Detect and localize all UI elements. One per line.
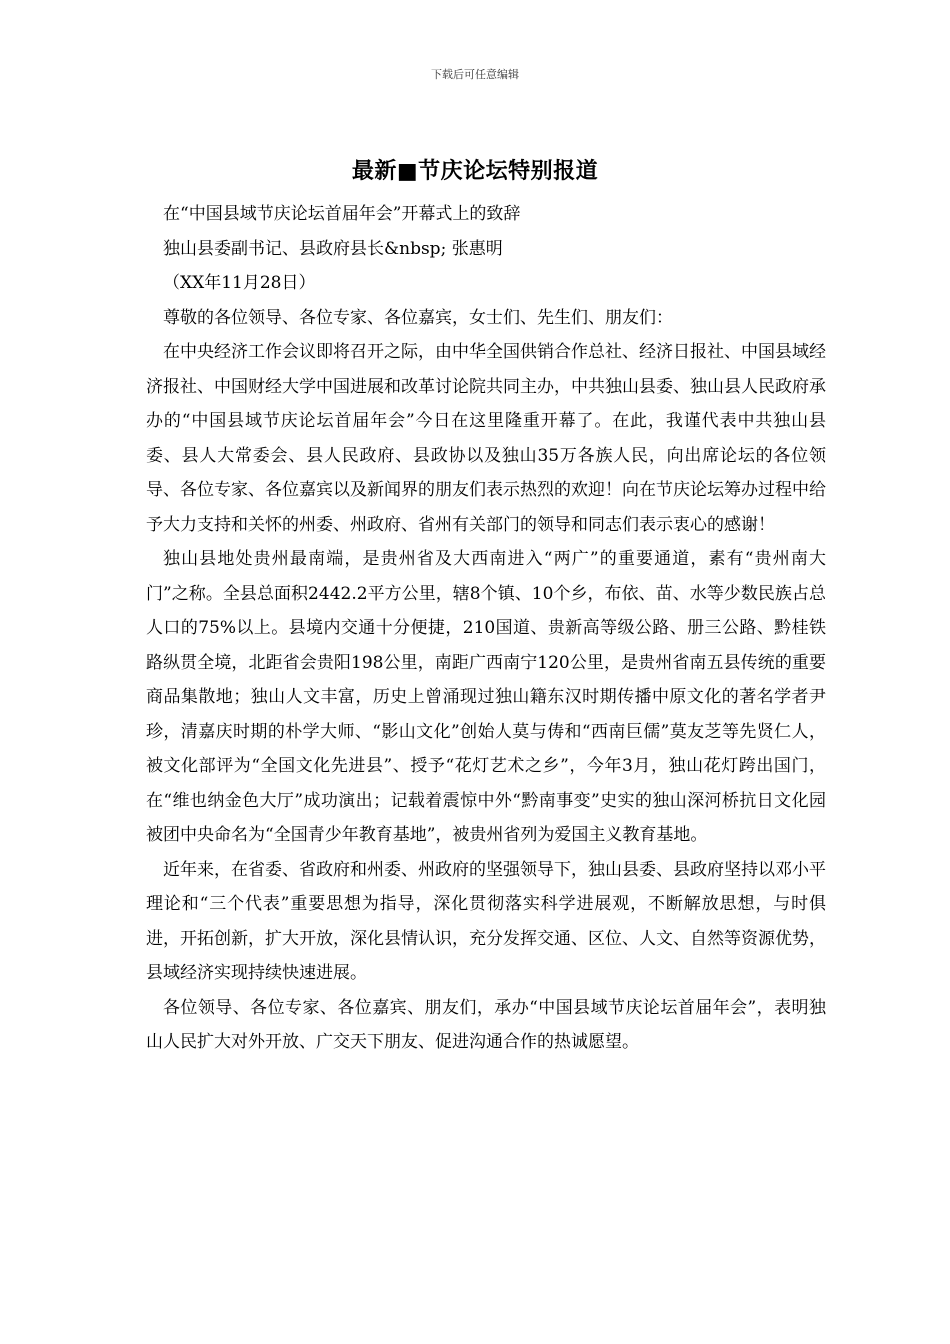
document-body [146, 197, 826, 1060]
date-line: （XX年11月28日） [163, 273, 316, 293]
header-note: 下载后可任意编辑 [431, 68, 519, 81]
paragraph-county-intro: 独山县地处贵州最南端，是贵州省及大西南进入“两广”的重要通道，素有“贵州南大门”之称。全县总面积2442.2平方公里，辖8个镇、10个乡，布依、苗、水等少数民族占总人口的75%以上。县境内交通十分便捷，210国道、贵新高等级公路、册三公路、黔桂铁路纵贯全境，北距省会贵阳198公里，南距广西南宁120公里，是贵州省南五县传统的重要商品集散地；独山人文丰富，历史上曾涌现过独山籍东汉时期传播中原文化的著名学者尹珍，清嘉庆时期的朴学大师、“影山文化”创始人莫与俦和“西南巨儒”莫友芝等先贤仁人，被文化部评为“全国文化先进县”、授予“花灯艺术之乡”，今年3月，独山花灯跨出国门，在“维也纳金色大厅”成功演出；记载着震惊中外“黔南事变”史实的独山深河桥抗日文化园被团中央命名为“全国青少年教育基地”，被贵州省列为爱国主义教育基地。 [146, 549, 826, 845]
salutation: 尊敬的各位领导、各位专家、各位嘉宾，女士们、先生们、朋友们： [163, 307, 673, 328]
paragraph-development: 近年来，在省委、省政府和州委、州政府的坚强领导下，独山县委、县政府坚持以邓小平理论和“三个代表”重要思想为指导，深化贯彻落实科学进展观，不断解放思想，与时俱进，开拓创新，扩大开放，深化县情认识，充分发挥交通、区位、人文、自然等资源优势，县域经济实现持续快速进展。 [146, 859, 826, 983]
paragraph-opening: 在中央经济工作会议即将召开之际，由中华全国供销合作总社、经济日报社、中国县域经济报社、中国财经大学中国进展和改革讨论院共同主办，中共独山县委、独山县人民政府承办的“中国县域节庆论坛首届年会”今日在这里隆重开幕了。在此，我谨代表中共独山县委、县人大常委会、县人民政府、县政协以及独山35万各族人民，向出席论坛的各位领导、各位专家、各位嘉宾以及新闻界的朋友们表示热烈的欢迎！向在节庆论坛筹办过程中给予大力支持和关怀的州委、州政府、省州有关部门的领导和同志们表示衷心的感谢！ [146, 342, 826, 535]
paragraph-closing: 各位领导、各位专家、各位嘉宾、朋友们，承办“中国县域节庆论坛首届年会”，表明独山人民扩大对外开放、广交天下朋友、促进沟通合作的热诚愿望。 [146, 997, 826, 1052]
speech-heading: 在“中国县域节庆论坛首届年会”开幕式上的致辞 [163, 204, 521, 224]
speaker-line: 独山县委副书记、县政府县长&nbsp; 张惠明 [163, 238, 503, 259]
page-title: 最新■节庆论坛特别报道 [351, 158, 599, 184]
